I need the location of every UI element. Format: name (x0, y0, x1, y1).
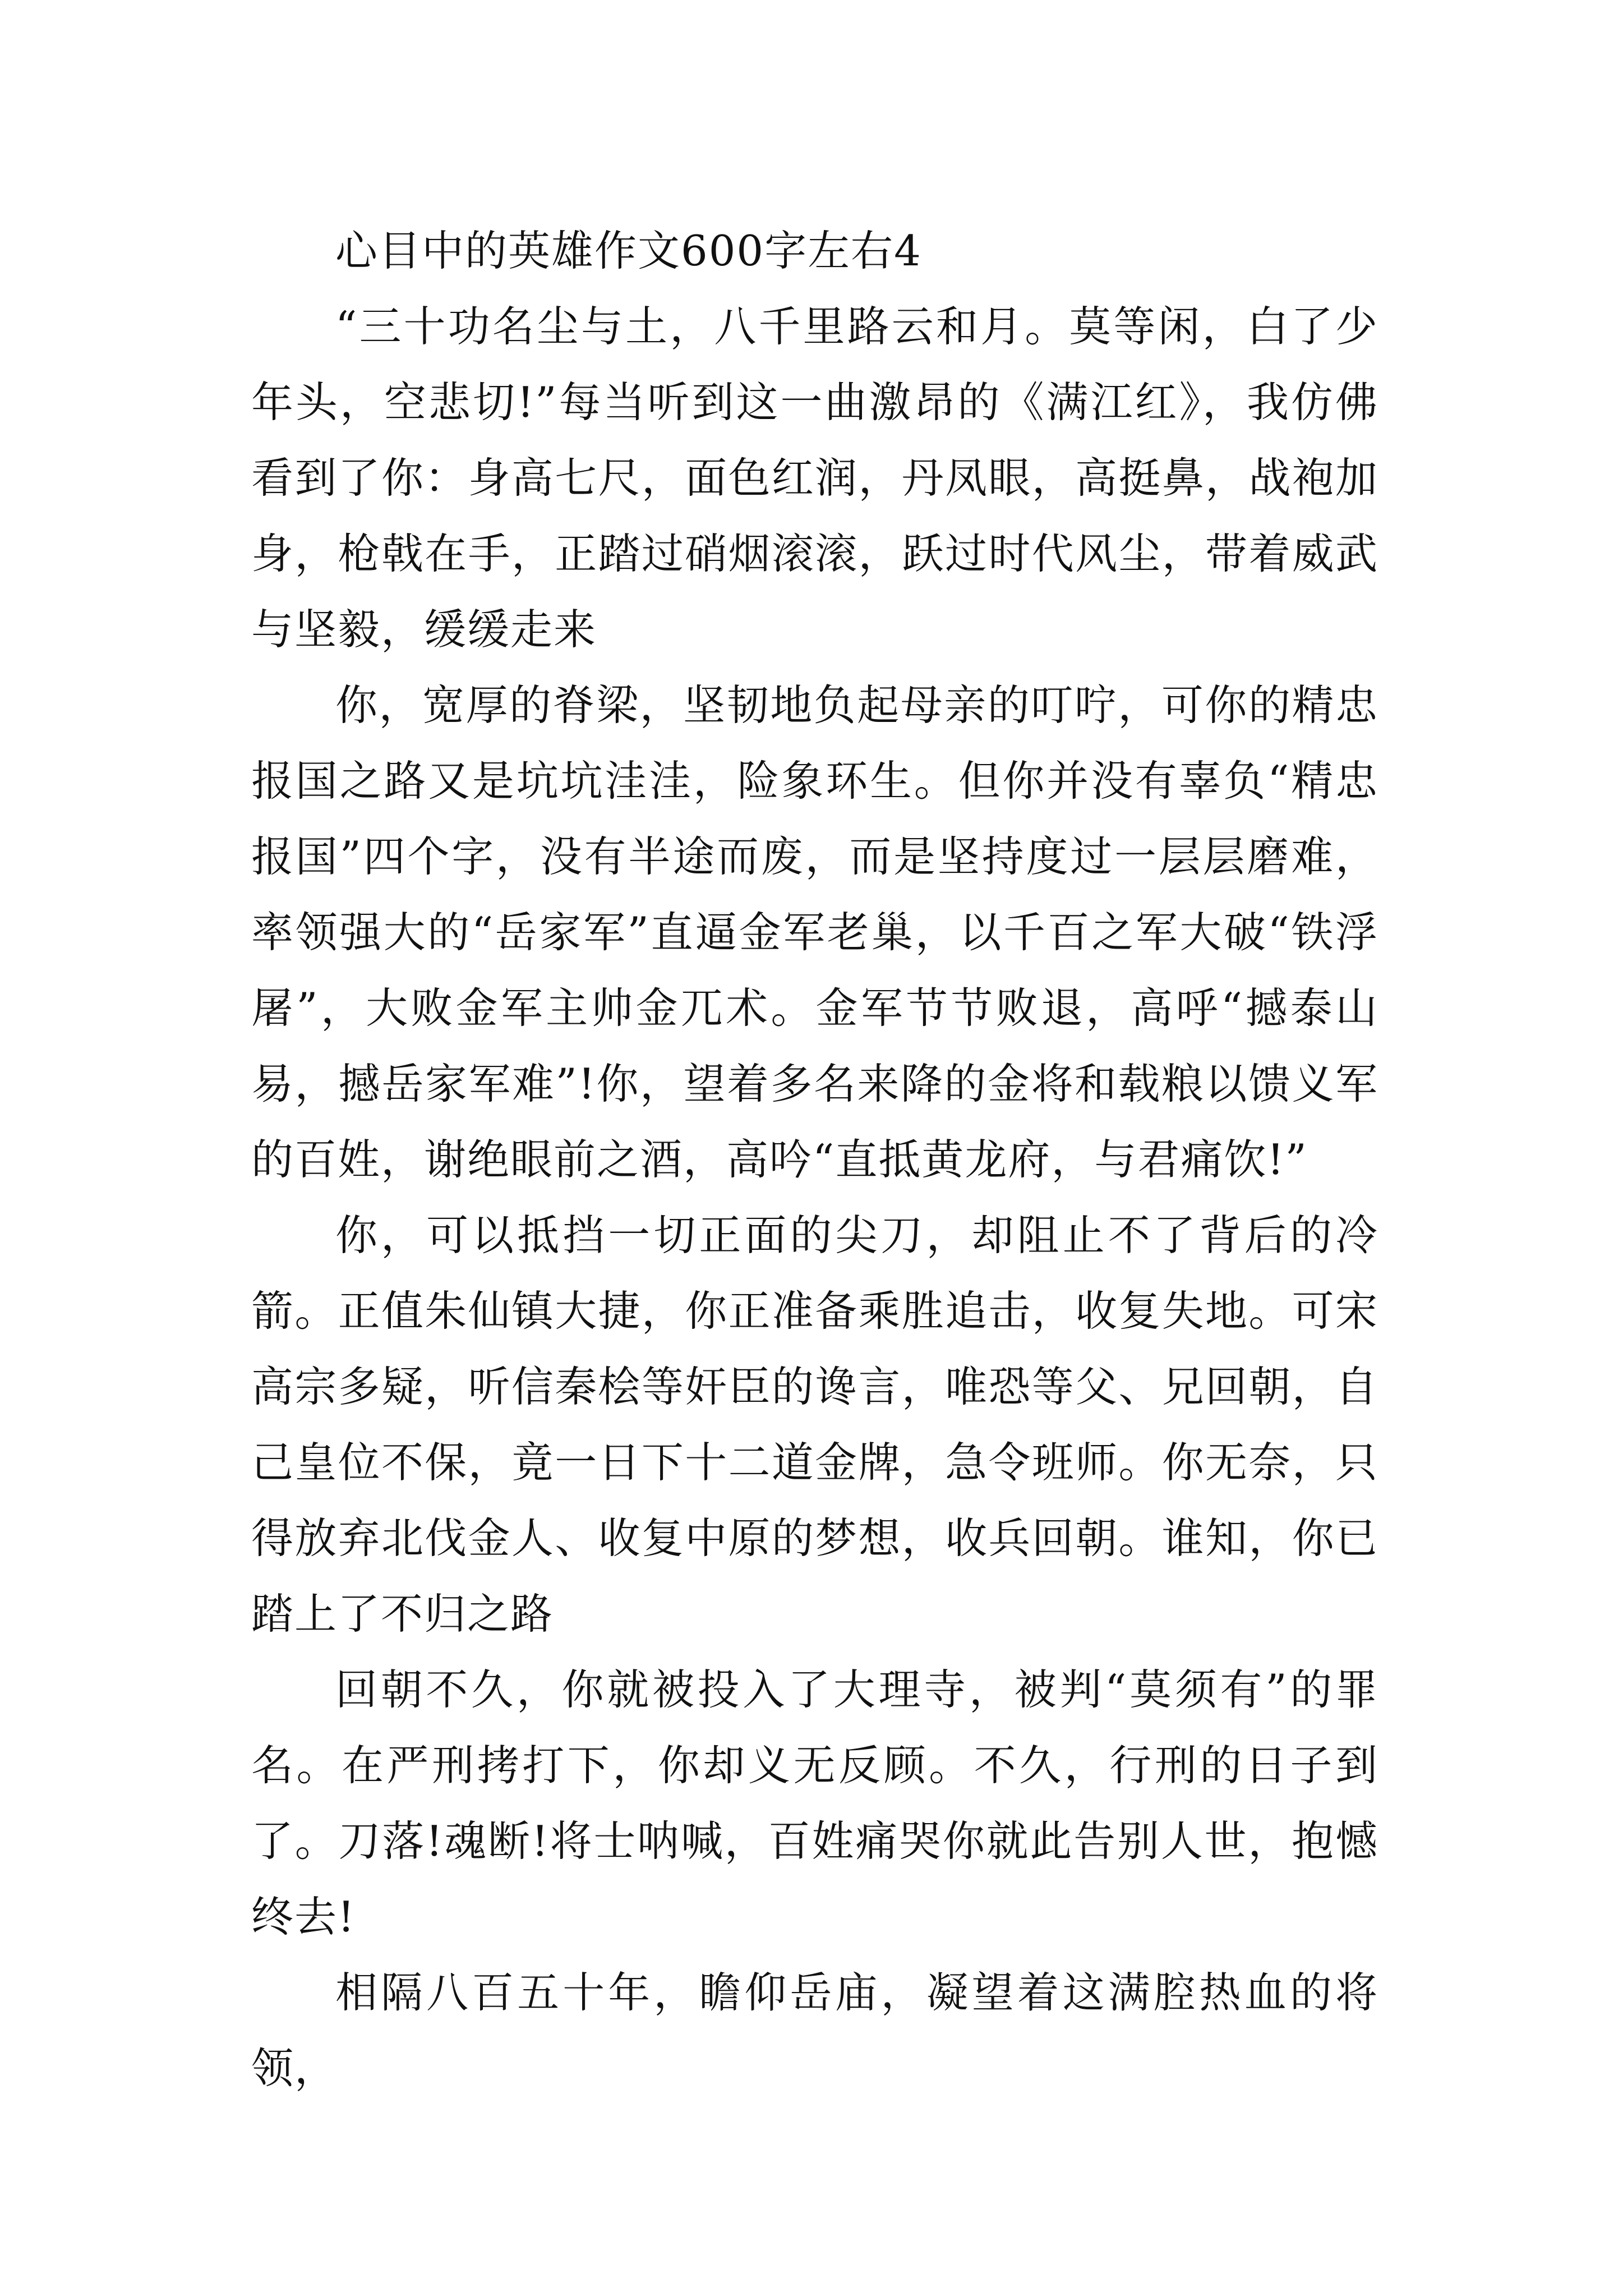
paragraph-5: 相隔八百五十年，瞻仰岳庙，凝望着这满腔热血的将领， (251, 1968, 1378, 2093)
paragraph-3: 你，可以抵挡一切正面的尖刀，却阻止不了背后的冷箭。正值朱仙镇大捷，你正准备乘胜追击，收复失地。可宋高宗多疑，听信秦桧等奸臣的谗言，唯恐等父、兄回朝，自己皇位不保，竟一日下十二道金牌，急令班师。你无奈，只得放弃北伐金人、收复中原的梦想，收兵回朝。谁知，你已踏上了不归之路 (251, 1211, 1378, 1639)
document-body (251, 213, 1378, 2106)
paragraph-4: 回朝不久，你就被投入了大理寺，被判“莫须有”的罪名。在严刑拷打下，你却义无反顾。不久，行刑的日子到了。刀落!魂断!将士呐喊，百姓痛哭你就此告别人世，抱憾终去! (251, 1665, 1378, 1941)
paragraph-2: 你，宽厚的脊梁，坚韧地负起母亲的叮咛，可你的精忠报国之路又是坑坑洼洼，险象环生。但你并没有辜负“精忠报国”四个字，没有半途而废，而是坚持度过一层层磨难，率领强大的“岳家军”直逼金军老巢，以千百之军大破“铁浮屠”，大败金军主帅金兀术。金军节节败退，高呼“撼泰山易，撼岳家军难”!你，望着多名来降的金将和载粮以馈义军的百姓，谢绝眼前之酒，高吟“直抵黄龙府，与君痛饮!” (251, 680, 1378, 1184)
document-title: 心目中的英雄作文600字左右4 (335, 226, 922, 275)
paragraph-1: “三十功名尘与土，八千里路云和月。莫等闲，白了少年头，空悲切!”每当听到这一曲激昂的《满江红》，我仿佛看到了你：身高七尺，面色红润，丹凤眼，高挺鼻，战袍加身，枪戟在手，正踏过硝烟滚滚，跃过时代风尘，带着威武与坚毅，缓缓走来 (251, 302, 1378, 654)
